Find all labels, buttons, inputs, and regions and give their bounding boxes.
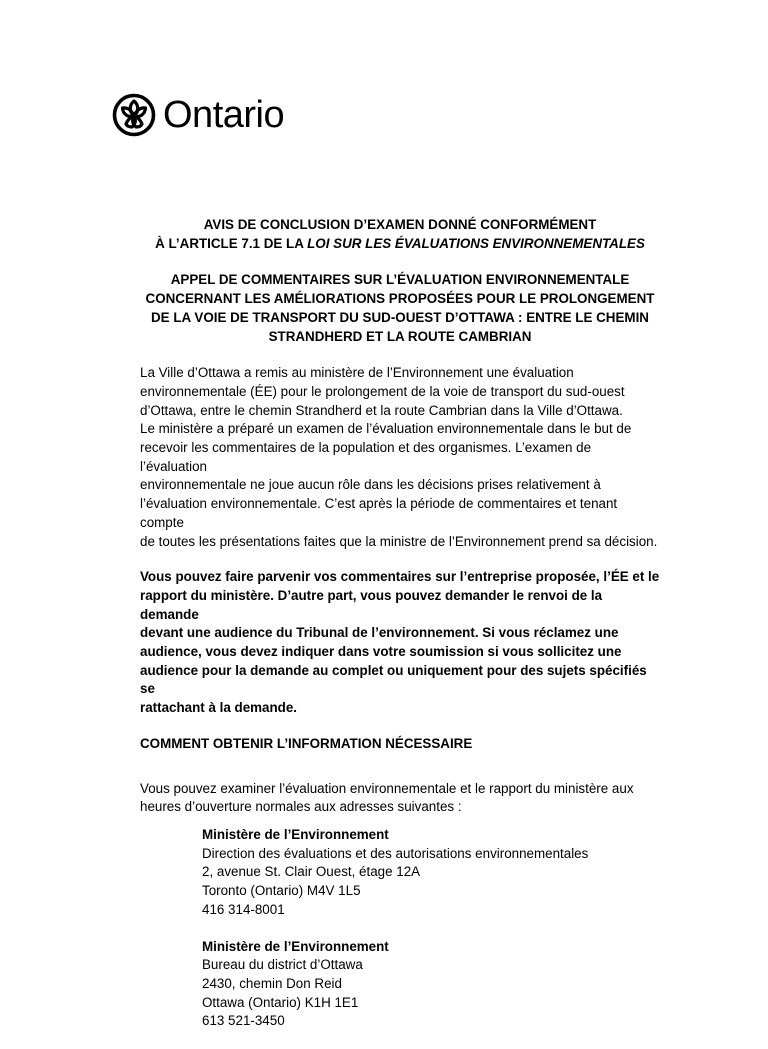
notice-subtitle-line: CONCERNANT LES AMÉLIORATIONS PROPOSÉES POUR LE PROLONGEMENT: [145, 291, 655, 307]
paragraph-line: Vous pouvez faire parvenir vos commentaires sur l’entreprise proposée, l’ÉE et le: [140, 569, 660, 585]
address-line: Direction des évaluations et des autorisations environnementales: [202, 845, 589, 861]
address-block-ottawa: [202, 938, 660, 1032]
notice-subtitle-line: STRANDHERD ET LA ROUTE CAMBRIAN: [268, 328, 532, 344]
paragraph-line: Vous pouvez examiner l’évaluation environnementale et le rapport du ministère aux: [140, 780, 634, 796]
section-heading: COMMENT OBTENIR L’INFORMATION NÉCESSAIRE: [140, 735, 473, 751]
address-block-toronto: [202, 826, 660, 920]
notice-body: [140, 216, 660, 1049]
notice-title-line: [140, 235, 660, 254]
notice-title-prefix: À L’ARTICLE 7.1 DE LA: [155, 235, 308, 251]
paragraph-line: audience pour la demande au complet ou uniquement pour des sujets spécifiés se: [140, 662, 647, 697]
paragraph-line: rattachant à la demande.: [140, 700, 298, 716]
address-line: Ottawa (Ontario) K1H 1E1: [202, 994, 359, 1010]
notice-title: [140, 216, 660, 253]
notice-subtitle-line: DE LA VOIE DE TRANSPORT DU SUD-OUEST D’OTTAWA : ENTRE LE CHEMIN: [151, 309, 649, 325]
notice-subtitle-line: APPEL DE COMMENTAIRES SUR L’ÉVALUATION ENVIRONNEMENTALE: [170, 272, 630, 288]
intro-paragraph: [140, 364, 660, 551]
paragraph-line: environnementale ne joue aucun rôle dans les décisions prises relativement à: [140, 477, 601, 493]
address-line: 2430, chemin Don Reid: [202, 975, 342, 991]
address-line: Toronto (Ontario) M4V 1L5: [202, 883, 361, 899]
notice-subtitle: [140, 271, 660, 346]
address-name: Ministère de l’Environnement: [202, 938, 389, 954]
paragraph-line: l’évaluation environnementale. C’est après la période de commentaires et tenant compte: [140, 496, 618, 530]
paragraph-line: heures d’ouverture normales aux adresses suivantes :: [140, 799, 462, 815]
paragraph-line: La Ville d’Ottawa a remis au ministère de l’Environnement une évaluation: [140, 365, 574, 381]
paragraph-line: devant une audience du Tribunal de l’environnement. Si vous réclamez une: [140, 625, 619, 641]
address-line: 2, avenue St. Clair Ouest, étage 12A: [202, 864, 421, 880]
paragraph-line: audience, vous devez indiquer dans votre soumission si vous sollicitez une: [140, 644, 622, 660]
comments-paragraph: [140, 568, 660, 718]
paragraph-line: Le ministère a préparé un examen de l’évaluation environnementale dans le but de: [140, 421, 632, 437]
info-paragraph: [140, 780, 660, 817]
paragraph-line: d’Ottawa, entre le chemin Strandherd et la route Cambrian dans la Ville d’Ottawa.: [140, 402, 623, 418]
address-line: Bureau du district d’Ottawa: [202, 957, 363, 973]
paragraph-line: de toutes les présentations faites que la ministre de l’Environnement prend sa décision.: [140, 533, 658, 549]
paragraph-line: rapport du ministère. D’autre part, vous pouvez demander le renvoi de la demande: [140, 587, 603, 622]
ontario-logo: [112, 92, 284, 138]
address-phone: 613 521-3450: [202, 1013, 285, 1029]
paragraph-line: environnementale (ÉE) pour le prolongement de la voie de transport du sud-ouest: [140, 383, 625, 399]
paragraph-line: recevoir les commentaires de la population et des organismes. L’examen de l’évaluation: [140, 440, 592, 474]
notice-title-line: AVIS DE CONCLUSION D’EXAMEN DONNÉ CONFORMÉMENT: [203, 217, 597, 232]
trillium-icon: [112, 93, 156, 137]
address-phone: 416 314-8001: [202, 901, 285, 917]
address-name: Ministère de l’Environnement: [202, 826, 389, 842]
logo-wordmark: Ontario: [163, 94, 285, 136]
act-name: LOI SUR LES ÉVALUATIONS ENVIRONNEMENTALES: [307, 235, 645, 251]
